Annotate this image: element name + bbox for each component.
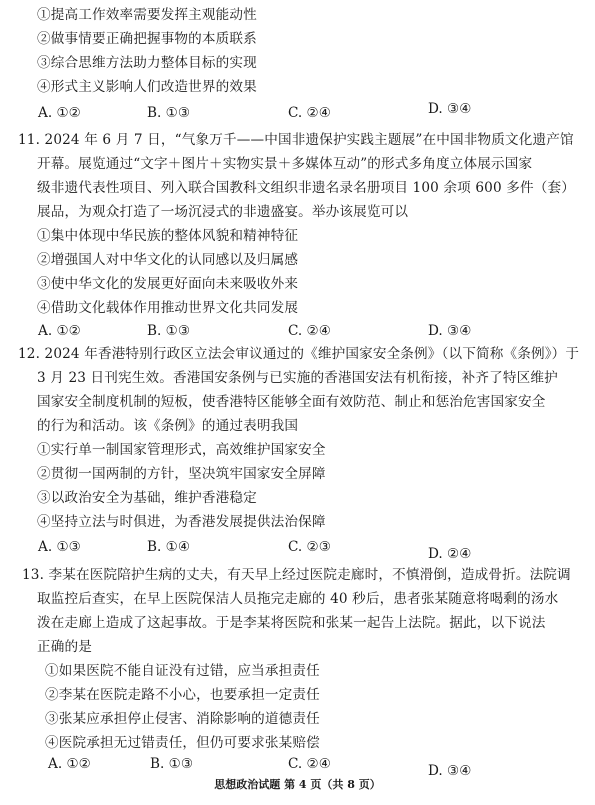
q13-item-3: ③张某应承担停止侵害、消除影响的道德责任 (45, 711, 320, 727)
q11-stem-3: 级非遗代表性项目、列入联合国教科文组织非遗名录名册项目 100 余项 600 多件（套） (37, 180, 575, 196)
q13-item-1: ①如果医院不能自证没有过错，应当承担责任 (45, 663, 320, 679)
q13-option-d: D. ③④ (428, 763, 472, 779)
q12-stem-4: 的行为和活动。该《条例》的通过表明我国 (37, 418, 299, 434)
q10-option-d: D. ③④ (428, 101, 472, 117)
q12-option-a: A. ①③ (38, 539, 81, 555)
q12-option-b: B. ①④ (147, 539, 191, 555)
q11-option-d: D. ③④ (428, 323, 472, 339)
q13-option-c: C. ②④ (288, 756, 331, 772)
q12-item-3: ③以政治安全为基础，维护香港稳定 (37, 490, 257, 506)
q12-option-c: C. ②③ (288, 539, 331, 555)
q13-item-2: ②李某在医院走路不小心，也要承担一定责任 (45, 687, 320, 703)
q11-item-4: ④借助文化载体作用推动世界文化共同发展 (37, 300, 299, 316)
q11-item-2: ②增强国人对中华文化的认同感以及归属感 (37, 252, 299, 268)
q13-option-b: B. ①③ (150, 756, 194, 772)
q11-option-a: A. ①② (38, 323, 81, 339)
q12-item-1: ①实行单一制国家管理形式，高效维护国家安全 (37, 442, 326, 458)
q12-item-4: ④坚持立法与时俱进，为香港发展提供法治保障 (37, 514, 326, 530)
q11-stem-1: 11. 2024 年 6 月 7 日，“气象万千——中国非遗保护实践主题展”在中国非物质文化遗产馆 (18, 132, 574, 148)
q13-stem-2: 取监控后查实，在早上医院保洁人员拖完走廊的 40 秒后，患者张某随意将喝剩的汤水 (37, 591, 559, 607)
q11-item-3: ③使中华文化的发展更好面向未来吸收外来 (37, 276, 299, 292)
q10-item-2: ②做事情要正确把握事物的本质联系 (37, 31, 257, 47)
q11-stem-4: 展品，为观众打造了一场沉浸式的非遗盛宴。举办该展览可以 (37, 204, 409, 220)
q10-item-1: ①提高工作效率需要发挥主观能动性 (37, 7, 257, 23)
q13-item-4: ④医院承担无过错责任，但仍可要求张某赔偿 (45, 735, 320, 751)
q11-option-c: C. ②④ (288, 323, 331, 339)
q12-item-2: ②贯彻一国两制的方针，坚决筑牢国家安全屏障 (37, 466, 326, 482)
q11-item-1: ①集中体现中华民族的整体风貌和精神特征 (37, 228, 299, 244)
page-footer: 思想政治试题 第 4 页（共 8 页） (214, 778, 381, 791)
q10-option-c: C. ②④ (288, 105, 331, 121)
q13-stem-1: 13. 李某在医院陪护生病的丈夫，有天早上经过医院走廊时，不慎滑倒，造成骨折。法院调 (22, 567, 571, 583)
q13-option-a: A. ①② (48, 756, 91, 772)
q10-item-4: ④形式主义影响人们改造世界的效果 (37, 79, 257, 95)
q12-stem-3: 国家安全制度机制的短板，使香港特区能够全面有效防范、制止和惩治危害国家安全 (37, 394, 546, 410)
q10-option-a: A. ①② (38, 105, 81, 121)
q10-option-b: B. ①③ (147, 105, 191, 121)
q11-option-b: B. ①③ (147, 323, 191, 339)
q10-item-3: ③综合思维方法助力整体目标的实现 (37, 55, 257, 71)
q12-option-d: D. ②④ (428, 546, 472, 562)
q12-stem-2: 3 月 23 日刊宪生效。香港国安条例与已实施的香港国安法有机衔接，补齐了特区维护 (37, 370, 558, 386)
q13-stem-3: 泼在走廊上造成了这起事故。于是李某将医院和张某一起告上法院。据此，以下说法 (37, 615, 546, 631)
q12-stem-1: 12. 2024 年香港特别行政区立法会审议通过的《维护国家安全条例》（以下简称《条例》）于 (18, 346, 580, 362)
q11-stem-2: 开幕。展览通过“文字＋图片＋实物实景＋多媒体互动”的形式多角度立体展示国家 (37, 156, 533, 172)
q13-stem-4: 正确的是 (37, 639, 92, 655)
